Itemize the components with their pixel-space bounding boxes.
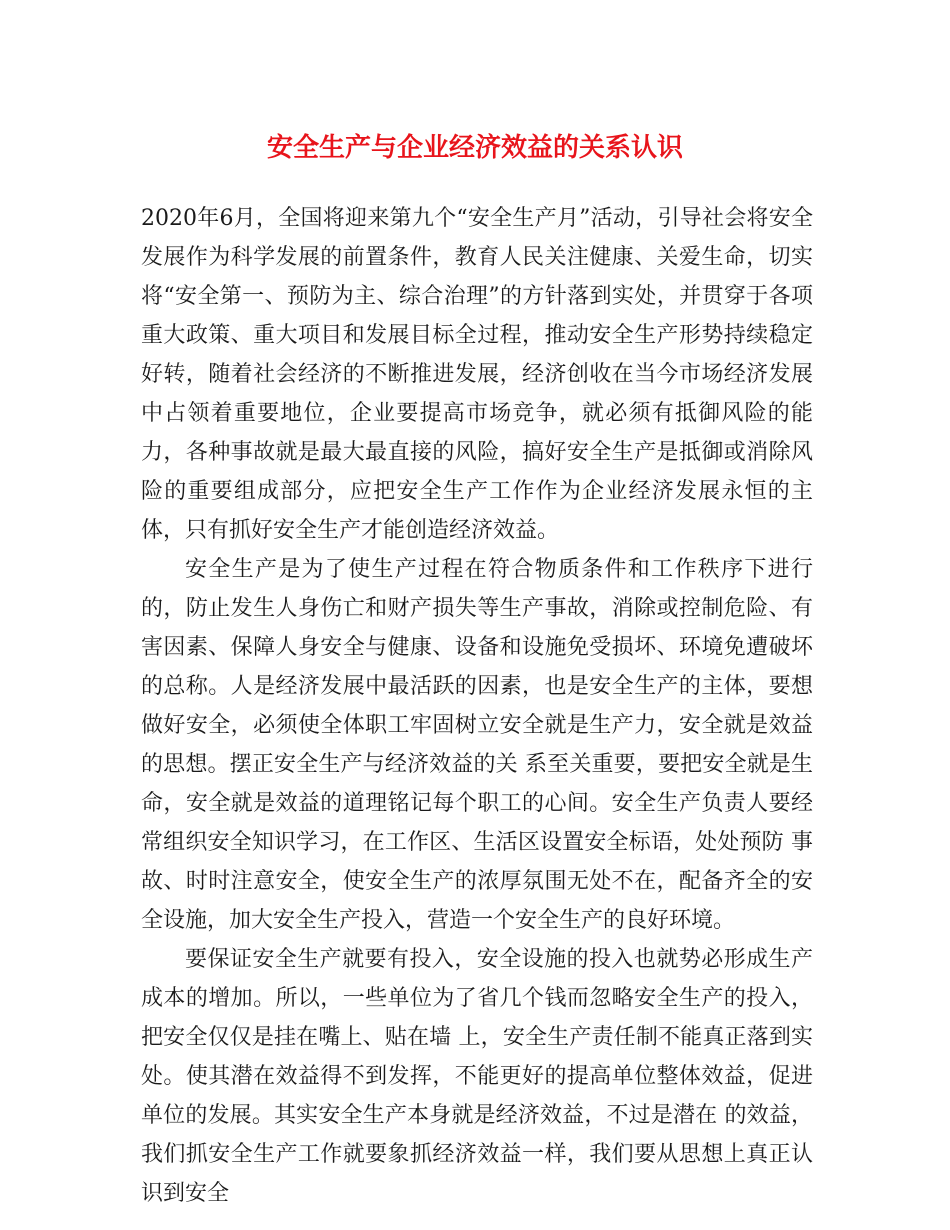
document-title: 安全生产与企业经济效益的关系认识 bbox=[266, 133, 683, 163]
paragraph-3: 要保证安全生产就要有投入，安全设施的投入也就势必形成生产成本的增加。所以，一些单位为了省几个钱而忽略安全生产的投入，把安全仅仅是挂在嘴上、贴在墙 上，安全生产责任制不能真正落到实处。使其潜在效益得不到发挥，不能更好的提高单位整体效益，促进单位的发展。其实安全生产本身就是经济效益，不过是潜在 的效益，我们抓安全生产工作就要象抓经济效益一样，我们要从思想上真正认识到安全 bbox=[141, 947, 813, 1206]
paragraph-2: 安全生产是为了使生产过程在符合物质条件和工作秩序下进行的，防止发生人身伤亡和财产损失等生产事故，消除或控制危险、有害因素、保障人身安全与健康、设备和设施免受损坏、环境免遭破坏的总称。人是经济发展中最活跃的因素，也是安全生产的主体，要想做好安全，必须使全体职工牢固树立安全就是生产力，安全就是效益的思想。摆正安全生产与经济效益的关 系至关重要，要把安全就是生命，安全就是效益的道理铭记每个职工的心间。安全生产负责人要经常组织安全知识学习，在工作区、生活区设置安全标语，处处预防 事故、时时注意安全，使安全生产的浓厚氛围无处不在，配备齐全的安全设施，加大安全生产投入，营造一个安全生产的良好环境。 bbox=[141, 557, 813, 933]
document-body bbox=[141, 199, 813, 1213]
paragraph-1: 2020年6月，全国将迎来第九个“安全生产月”活动，引导社会将安全发展作为科学发展的前置条件，教育人民关注健康、关爱生命，切实将“安全第一、预防为主、综合治理”的方针落到实处，并贯穿于各项重大政策、重大项目和发展目标全过程，推动安全生产形势持续稳定好转，随着社会经济的不断推进发展，经济创收在当今市场经济发展中占领着重要地位，企业要提高市场竞争，就必须有抵御风险的能力，各种事故就是最大最直接的风险，搞好安全生产是抵御或消除风险的重要组成部分，应把安全生产工作作为企业经济发展永恒的主体，只有抓好安全生产才能创造经济效益。 bbox=[141, 206, 813, 543]
